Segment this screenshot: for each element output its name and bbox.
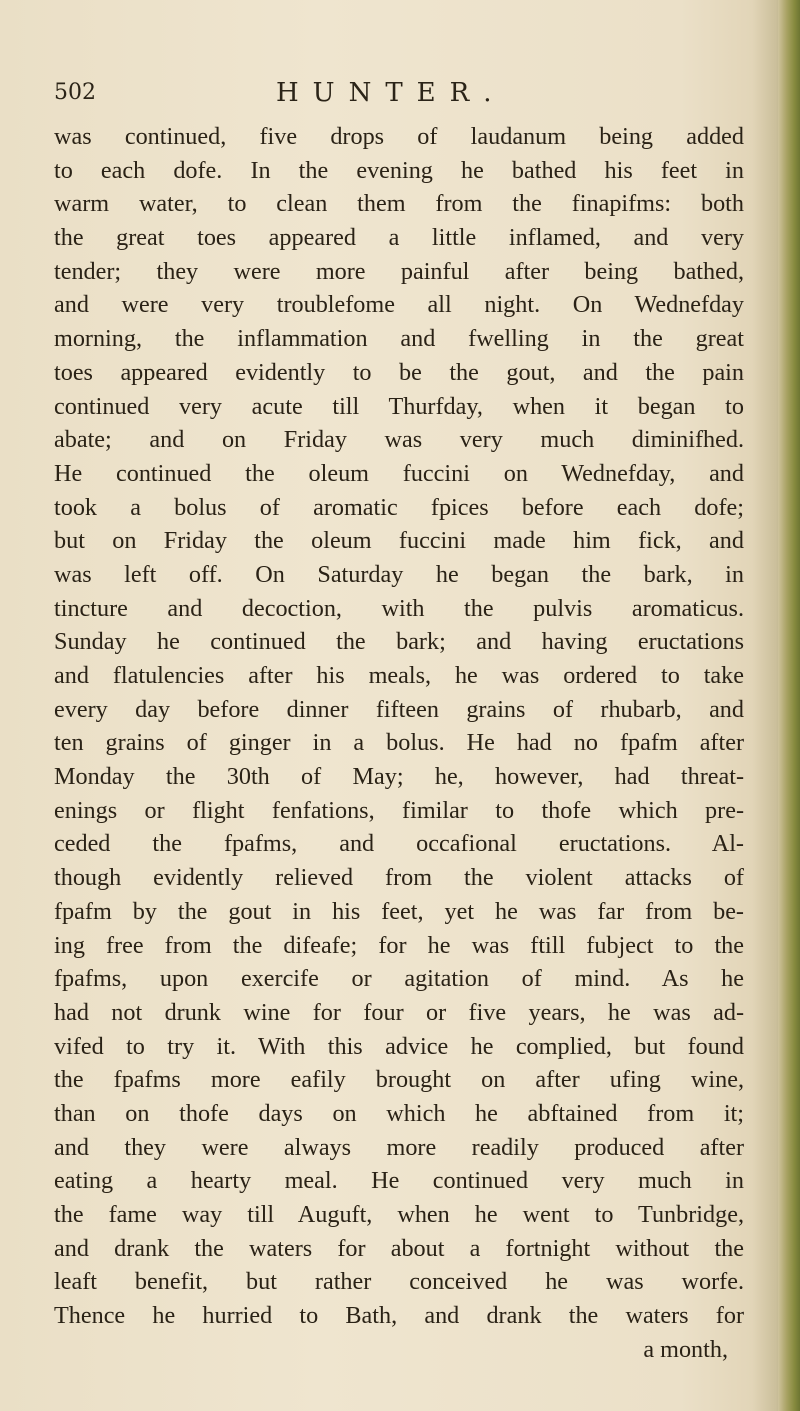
text-line: eating a hearty meal. He continued very much in xyxy=(54,1167,744,1195)
text-line: Sunday he continued the bark; and having eructations xyxy=(54,628,744,656)
text-line: was left off. On Saturday he began the bark, in xyxy=(54,560,744,588)
text-line: continued very acute till Thurfday, when it began to xyxy=(54,392,744,420)
text-line: and they were always more readily produced after xyxy=(54,1133,744,1161)
text-line: every day before dinner fifteen grains of rhubarb, and xyxy=(54,695,744,723)
text-line: Monday the 30th of May; he, however, had threat- xyxy=(54,763,744,791)
text-line: tincture and decoction, with the pulvis aromaticus. xyxy=(54,594,744,622)
text-line: though evidently relieved from the violent attacks of xyxy=(54,864,744,892)
text-line: took a bolus of aromatic fpices before each dofe; xyxy=(54,493,744,521)
text-line: Thence he hurried to Bath, and drank the waters for xyxy=(54,1302,744,1330)
text-line: He continued the oleum fuccini on Wednefday, and xyxy=(54,459,744,487)
page-gutter-edge xyxy=(778,0,800,1411)
text-line: enings or flight fenfations, fimilar to thofe which pre- xyxy=(54,796,744,824)
text-line: ing free from the difeafe; for he was ftill fubject to the xyxy=(54,931,744,959)
text-line: to each dofe. In the evening he bathed his feet in xyxy=(54,156,744,184)
text-line: than on thofe days on which he abftained from it; xyxy=(54,1099,744,1127)
text-line: warm water, to clean them from the finapifms: both xyxy=(54,190,744,218)
text-line: tender; they were more painful after being bathed, xyxy=(54,257,744,285)
text-line: and drank the waters for about a fortnight without the xyxy=(54,1234,744,1262)
text-line: had not drunk wine for four or five years, he was ad- xyxy=(54,998,744,1026)
catchword-line: a month, xyxy=(643,1335,728,1363)
text-line: fpafms, upon exercife or agitation of mind. As he xyxy=(54,965,744,993)
text-line: but on Friday the oleum fuccini made him fick, and xyxy=(54,527,744,555)
page-number: 502 xyxy=(54,80,96,105)
text-line: was continued, five drops of laudanum being added xyxy=(54,123,744,150)
text-line: the fame way till Auguft, when he went to Tunbridge, xyxy=(54,1201,744,1228)
text-line: the great toes appeared a little inflamed, and very xyxy=(54,224,744,252)
text-line: ceded the fpafms, and occafional eructations. Al- xyxy=(54,830,744,858)
text-line: and were very troublefome all night. On Wednefday xyxy=(54,291,744,319)
running-head: HUNTER. xyxy=(276,78,506,108)
page-header xyxy=(54,74,744,114)
text-line: morning, the inflammation and fwelling in the great xyxy=(54,325,744,353)
text-line: fpafm by the gout in his feet, yet he was far from be- xyxy=(54,897,744,925)
text-line: leaft benefit, but rather conceived he was worfe. xyxy=(54,1268,744,1296)
text-line: vifed to try it. With this advice he complied, but found xyxy=(54,1032,744,1060)
text-line: the fpafms more eafily brought on after ufing wine, xyxy=(54,1066,744,1094)
text-line: ten grains of ginger in a bolus. He had no fpafm after xyxy=(54,729,744,757)
text-line: toes appeared evidently to be the gout, and the pain xyxy=(54,358,744,386)
body-text xyxy=(54,120,744,1366)
text-line: abate; and on Friday was very much diminifhed. xyxy=(54,426,744,454)
text-line: and flatulencies after his meals, he was ordered to take xyxy=(54,662,744,689)
